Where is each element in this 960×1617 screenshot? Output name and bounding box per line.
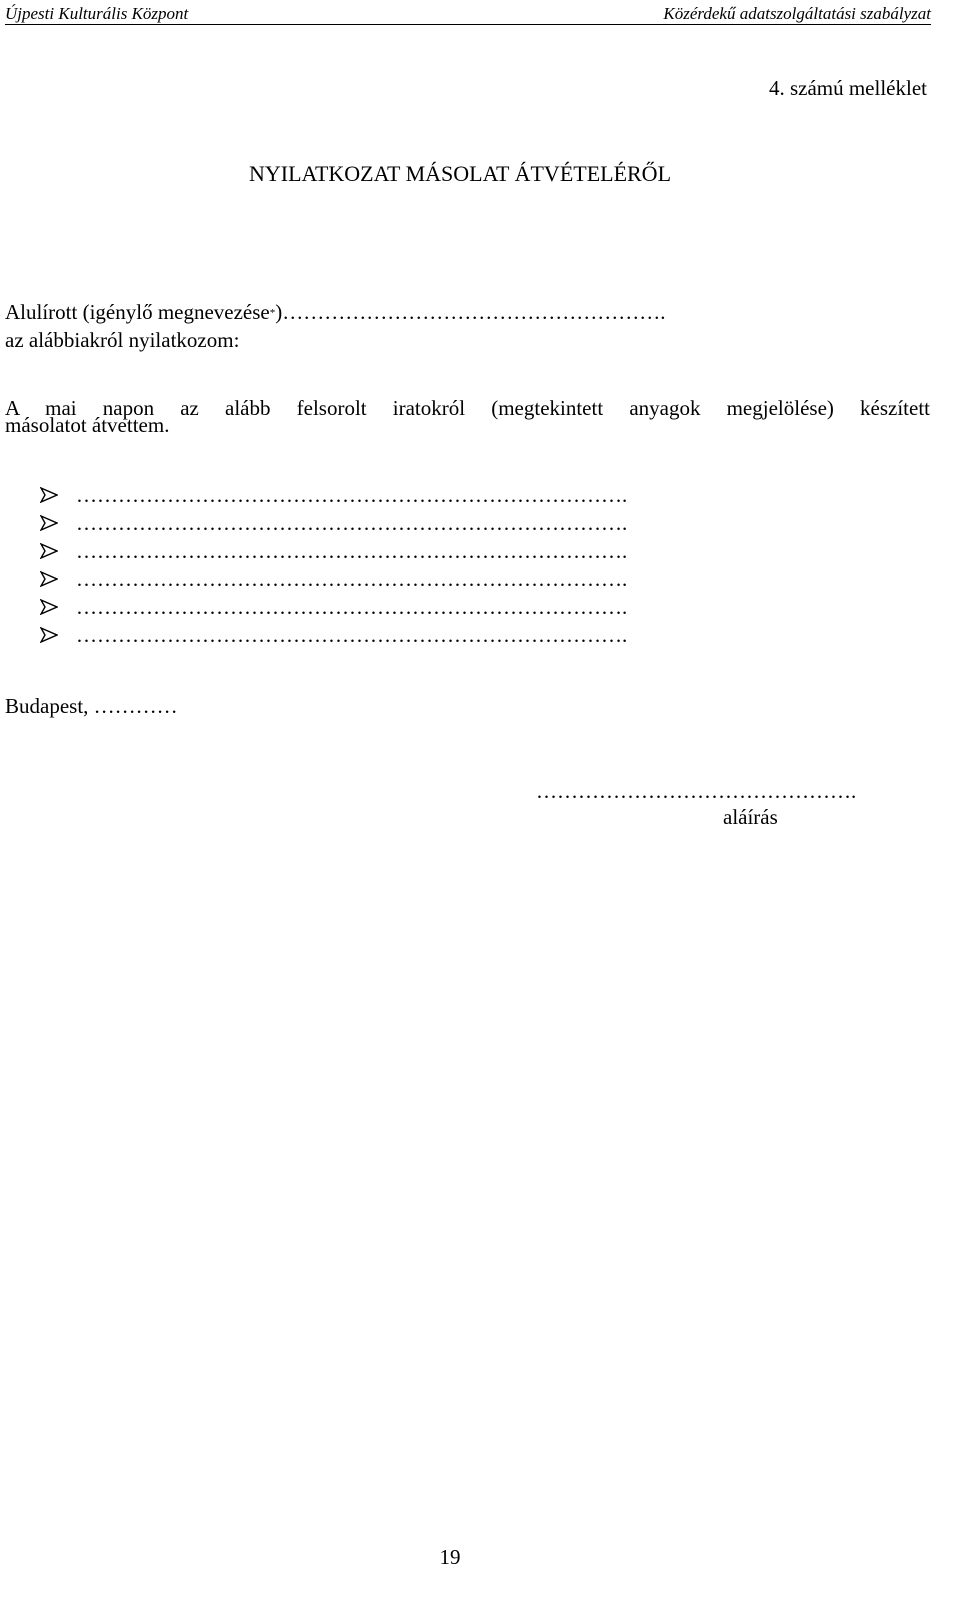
place-date-line: Budapest, ………… [5,694,178,718]
statement-line-2: másolatot átvettem. [5,413,170,437]
list-item [40,537,627,565]
signature-label: aláírás [723,805,778,829]
list-item [40,565,627,593]
list-item-dots: ……………………………………………………………………. [76,482,628,507]
arrow-bullet-icon [40,515,76,531]
page-header [5,4,931,25]
header-document-name: Közérdekű adatszolgáltatási szabályzat [663,4,931,23]
list-item [40,593,627,621]
footnote-star: * [269,307,276,319]
arrow-bullet-icon [40,599,76,615]
declaration-line-1 [5,300,666,325]
arrow-bullet-icon [40,571,76,587]
declaration-prefix: Alulírott (igénylő megnevezése [5,300,270,324]
list-item [40,481,627,509]
declaration-suffix: )………………………………………………. [275,300,666,324]
list-item [40,621,627,649]
list-item [40,509,627,537]
declaration-line-2: az alábbiakról nyilatkozom: [5,328,240,352]
list-item-dots: ……………………………………………………………………. [76,594,628,619]
arrow-bullet-icon [40,487,76,503]
document-list [40,481,627,649]
list-item-dots: ……………………………………………………………………. [76,538,628,563]
annex-label: 4. számú melléklet [768,76,927,100]
page-number: 19 [439,1545,461,1569]
list-item-dots: ……………………………………………………………………. [76,510,628,535]
arrow-bullet-icon [40,627,76,643]
list-item-dots: ……………………………………………………………………. [76,566,628,591]
document-title: NYILATKOZAT MÁSOLAT ÁTVÉTELÉRŐL [248,161,672,186]
arrow-bullet-icon [40,543,76,559]
signature-line: ………………………………………. [536,779,857,803]
statement-line-1: A mai napon az alább felsorolt iratokról (megtekintett anyagok megjelölése) készített [5,396,930,420]
header-organization: Újpesti Kulturális Központ [5,4,189,23]
list-item-dots: ……………………………………………………………………. [76,622,628,647]
